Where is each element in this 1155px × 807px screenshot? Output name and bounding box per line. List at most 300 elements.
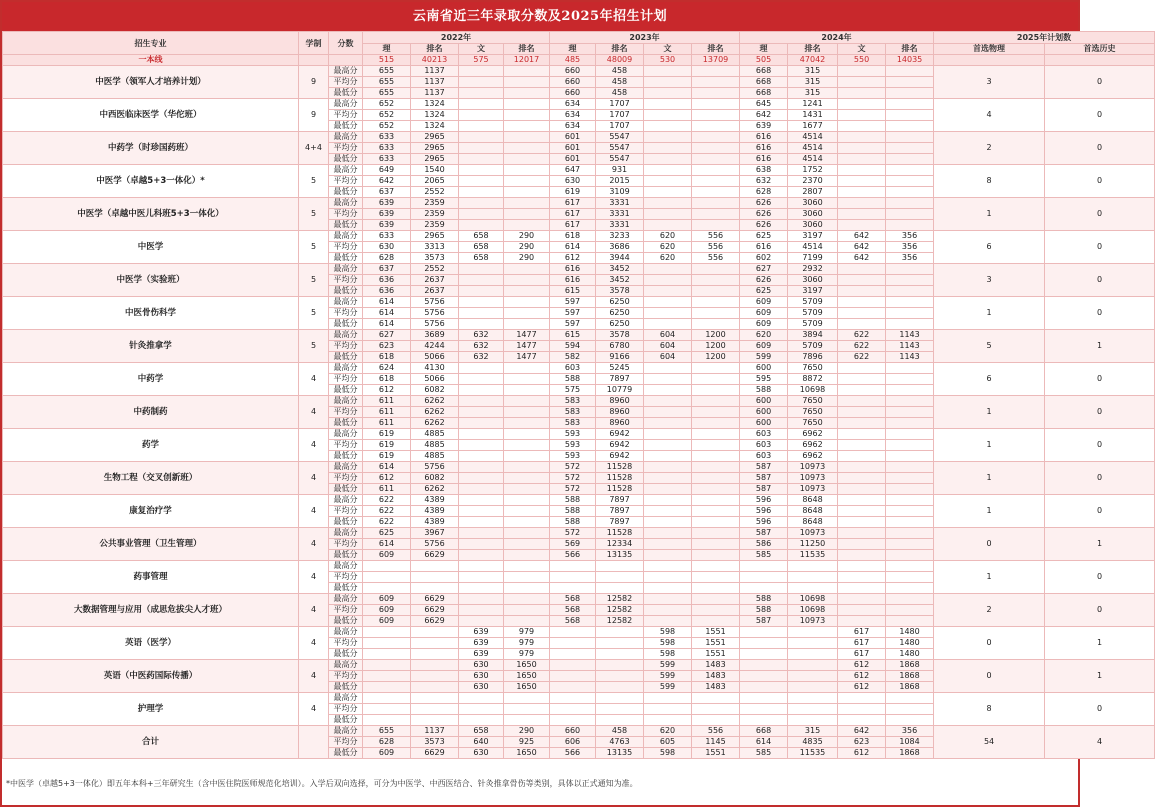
score-cell: 630 bbox=[459, 748, 504, 759]
score-cell bbox=[644, 484, 692, 495]
score-cell bbox=[459, 528, 504, 539]
score-cell bbox=[504, 363, 550, 374]
score-cell: 630 bbox=[459, 660, 504, 671]
yiben-value: 575 bbox=[459, 55, 504, 66]
score-label: 最低分 bbox=[329, 385, 363, 396]
score-cell bbox=[886, 99, 934, 110]
score-cell: 290 bbox=[504, 253, 550, 264]
score-cell bbox=[363, 704, 411, 715]
score-cell: 3060 bbox=[788, 209, 838, 220]
score-label: 平均分 bbox=[329, 176, 363, 187]
score-cell: 612 bbox=[550, 253, 596, 264]
score-cell: 1324 bbox=[411, 99, 459, 110]
score-cell bbox=[504, 462, 550, 473]
score-cell: 660 bbox=[550, 77, 596, 88]
score-cell bbox=[838, 264, 886, 275]
major-duration: 4 bbox=[299, 495, 329, 528]
score-cell: 632 bbox=[740, 176, 788, 187]
score-cell bbox=[886, 572, 934, 583]
major-name: 中药学（时珍国药班） bbox=[3, 132, 299, 165]
score-cell: 4389 bbox=[411, 495, 459, 506]
score-cell: 7897 bbox=[596, 517, 644, 528]
score-cell: 615 bbox=[550, 286, 596, 297]
score-label: 最低分 bbox=[329, 253, 363, 264]
score-cell: 1480 bbox=[886, 627, 934, 638]
score-cell bbox=[788, 583, 838, 594]
score-cell bbox=[459, 693, 504, 704]
score-cell: 1483 bbox=[692, 682, 740, 693]
score-cell: 1868 bbox=[886, 748, 934, 759]
score-cell: 1200 bbox=[692, 341, 740, 352]
total-row bbox=[3, 726, 1155, 737]
score-cell bbox=[459, 605, 504, 616]
plan-physics: 3 bbox=[934, 264, 1045, 297]
score-cell: 668 bbox=[740, 66, 788, 77]
score-cell: 5756 bbox=[411, 297, 459, 308]
header-major: 招生专业 bbox=[3, 32, 299, 55]
score-label: 平均分 bbox=[329, 242, 363, 253]
score-cell: 603 bbox=[740, 429, 788, 440]
score-cell: 596 bbox=[740, 506, 788, 517]
score-cell: 2965 bbox=[411, 132, 459, 143]
score-cell bbox=[692, 616, 740, 627]
score-cell bbox=[644, 88, 692, 99]
score-cell: 625 bbox=[363, 528, 411, 539]
score-cell bbox=[596, 693, 644, 704]
score-cell: 5709 bbox=[788, 297, 838, 308]
score-cell bbox=[692, 462, 740, 473]
score-cell bbox=[692, 484, 740, 495]
score-cell: 593 bbox=[550, 440, 596, 451]
score-cell: 8960 bbox=[596, 396, 644, 407]
score-cell: 2359 bbox=[411, 220, 459, 231]
yiben-value: 515 bbox=[363, 55, 411, 66]
score-cell: 1084 bbox=[886, 737, 934, 748]
score-cell: 639 bbox=[459, 638, 504, 649]
score-cell: 1551 bbox=[692, 748, 740, 759]
score-cell bbox=[644, 407, 692, 418]
score-cell: 1707 bbox=[596, 99, 644, 110]
score-cell: 6629 bbox=[411, 605, 459, 616]
score-cell: 639 bbox=[740, 121, 788, 132]
table-row bbox=[3, 594, 1155, 605]
score-label: 最低分 bbox=[329, 220, 363, 231]
plan-physics: 8 bbox=[934, 693, 1045, 726]
major-duration: 4+4 bbox=[299, 132, 329, 165]
score-cell: 3894 bbox=[788, 330, 838, 341]
score-label: 最高分 bbox=[329, 726, 363, 737]
score-cell: 356 bbox=[886, 726, 934, 737]
score-cell: 600 bbox=[740, 396, 788, 407]
score-cell: 614 bbox=[363, 319, 411, 330]
score-cell: 603 bbox=[550, 363, 596, 374]
plan-physics: 6 bbox=[934, 231, 1045, 264]
score-cell: 639 bbox=[363, 198, 411, 209]
score-cell: 626 bbox=[740, 198, 788, 209]
score-cell bbox=[644, 220, 692, 231]
score-cell: 1477 bbox=[504, 341, 550, 352]
score-cell bbox=[459, 385, 504, 396]
header-year-2024: 2024年 bbox=[740, 32, 934, 44]
score-cell: 623 bbox=[838, 737, 886, 748]
score-cell bbox=[411, 660, 459, 671]
score-cell bbox=[504, 220, 550, 231]
score-cell bbox=[411, 572, 459, 583]
score-cell bbox=[459, 77, 504, 88]
score-cell: 599 bbox=[644, 671, 692, 682]
score-cell: 652 bbox=[363, 99, 411, 110]
score-cell: 2965 bbox=[411, 231, 459, 242]
score-cell: 639 bbox=[363, 209, 411, 220]
score-cell bbox=[504, 506, 550, 517]
score-cell: 633 bbox=[363, 132, 411, 143]
yiben-value: 40213 bbox=[411, 55, 459, 66]
score-label: 最低分 bbox=[329, 616, 363, 627]
score-cell bbox=[886, 143, 934, 154]
table-row bbox=[3, 99, 1155, 110]
score-cell: 290 bbox=[504, 726, 550, 737]
score-cell bbox=[644, 187, 692, 198]
page-title: 云南省近三年录取分数及2025年招生计划 bbox=[2, 2, 1078, 31]
major-name: 药事管理 bbox=[3, 561, 299, 594]
score-cell bbox=[886, 693, 934, 704]
score-label: 最高分 bbox=[329, 99, 363, 110]
score-cell: 652 bbox=[363, 110, 411, 121]
major-duration: 9 bbox=[299, 99, 329, 132]
score-label: 最低分 bbox=[329, 121, 363, 132]
score-label: 最高分 bbox=[329, 231, 363, 242]
score-cell bbox=[363, 638, 411, 649]
yiben-row bbox=[3, 55, 1155, 66]
score-cell: 595 bbox=[740, 374, 788, 385]
score-cell bbox=[550, 671, 596, 682]
header-plan-history: 首选历史 bbox=[1045, 44, 1155, 55]
score-cell: 1324 bbox=[411, 121, 459, 132]
score-cell: 2370 bbox=[788, 176, 838, 187]
score-cell bbox=[838, 110, 886, 121]
score-cell bbox=[644, 385, 692, 396]
score-cell: 668 bbox=[740, 77, 788, 88]
score-cell bbox=[838, 88, 886, 99]
score-cell: 614 bbox=[363, 297, 411, 308]
score-cell: 556 bbox=[692, 242, 740, 253]
score-cell: 588 bbox=[740, 385, 788, 396]
score-cell bbox=[886, 704, 934, 715]
score-cell: 617 bbox=[550, 220, 596, 231]
score-cell: 622 bbox=[363, 517, 411, 528]
score-cell: 2807 bbox=[788, 187, 838, 198]
table-row bbox=[3, 264, 1155, 275]
score-cell bbox=[644, 132, 692, 143]
score-cell: 622 bbox=[838, 352, 886, 363]
score-label: 最高分 bbox=[329, 594, 363, 605]
score-cell: 1137 bbox=[411, 726, 459, 737]
score-cell bbox=[459, 121, 504, 132]
score-cell: 1868 bbox=[886, 660, 934, 671]
score-cell bbox=[838, 583, 886, 594]
score-cell bbox=[838, 209, 886, 220]
score-cell bbox=[459, 594, 504, 605]
score-cell: 13135 bbox=[596, 748, 644, 759]
yiben-value: 47042 bbox=[788, 55, 838, 66]
score-cell: 1868 bbox=[886, 682, 934, 693]
score-cell: 931 bbox=[596, 165, 644, 176]
score-cell: 588 bbox=[550, 506, 596, 517]
score-cell bbox=[692, 693, 740, 704]
score-label: 最低分 bbox=[329, 715, 363, 726]
plan-history: 0 bbox=[1045, 99, 1155, 132]
plan-physics: 1 bbox=[934, 462, 1045, 495]
score-cell: 658 bbox=[459, 726, 504, 737]
score-cell bbox=[644, 297, 692, 308]
score-cell bbox=[459, 308, 504, 319]
score-cell: 609 bbox=[363, 616, 411, 627]
plan-history: 0 bbox=[1045, 693, 1155, 726]
score-cell bbox=[838, 517, 886, 528]
score-cell: 556 bbox=[692, 253, 740, 264]
score-cell: 627 bbox=[363, 330, 411, 341]
score-cell bbox=[838, 495, 886, 506]
score-cell: 620 bbox=[644, 231, 692, 242]
score-cell bbox=[644, 693, 692, 704]
table-row bbox=[3, 660, 1155, 671]
score-cell bbox=[886, 209, 934, 220]
score-cell bbox=[692, 143, 740, 154]
score-cell: 600 bbox=[740, 363, 788, 374]
major-duration: 4 bbox=[299, 660, 329, 693]
score-cell bbox=[504, 121, 550, 132]
score-cell bbox=[692, 165, 740, 176]
score-cell bbox=[411, 704, 459, 715]
score-cell: 597 bbox=[550, 297, 596, 308]
score-cell bbox=[459, 154, 504, 165]
score-cell bbox=[838, 121, 886, 132]
score-label: 平均分 bbox=[329, 506, 363, 517]
score-cell bbox=[644, 495, 692, 506]
score-cell: 587 bbox=[740, 616, 788, 627]
major-name: 针灸推拿学 bbox=[3, 330, 299, 363]
table-row bbox=[3, 627, 1155, 638]
score-cell bbox=[644, 363, 692, 374]
score-cell: 583 bbox=[550, 396, 596, 407]
score-label: 平均分 bbox=[329, 407, 363, 418]
score-cell bbox=[886, 385, 934, 396]
score-cell: 614 bbox=[550, 242, 596, 253]
score-cell: 3452 bbox=[596, 275, 644, 286]
score-cell bbox=[692, 451, 740, 462]
score-cell: 632 bbox=[459, 341, 504, 352]
score-cell bbox=[886, 77, 934, 88]
score-cell bbox=[838, 319, 886, 330]
score-cell: 588 bbox=[740, 594, 788, 605]
major-name: 中医学（实验班） bbox=[3, 264, 299, 297]
score-label: 平均分 bbox=[329, 77, 363, 88]
score-cell: 5066 bbox=[411, 374, 459, 385]
score-cell: 3197 bbox=[788, 286, 838, 297]
score-cell: 614 bbox=[363, 308, 411, 319]
score-cell bbox=[692, 418, 740, 429]
score-cell: 639 bbox=[459, 649, 504, 660]
score-cell: 622 bbox=[838, 341, 886, 352]
score-cell: 568 bbox=[550, 616, 596, 627]
score-cell: 625 bbox=[740, 231, 788, 242]
score-cell bbox=[692, 583, 740, 594]
score-cell bbox=[838, 715, 886, 726]
score-cell: 616 bbox=[740, 143, 788, 154]
score-cell: 7650 bbox=[788, 418, 838, 429]
score-label: 平均分 bbox=[329, 572, 363, 583]
score-cell: 979 bbox=[504, 638, 550, 649]
score-label: 最低分 bbox=[329, 550, 363, 561]
score-cell bbox=[459, 704, 504, 715]
score-cell bbox=[644, 605, 692, 616]
score-cell bbox=[644, 561, 692, 572]
score-cell bbox=[504, 517, 550, 528]
table-row bbox=[3, 495, 1155, 506]
score-cell bbox=[644, 308, 692, 319]
score-cell: 3060 bbox=[788, 198, 838, 209]
score-cell bbox=[740, 638, 788, 649]
score-cell: 1200 bbox=[692, 352, 740, 363]
score-cell bbox=[459, 506, 504, 517]
score-cell: 4885 bbox=[411, 451, 459, 462]
score-cell bbox=[740, 649, 788, 660]
header-sub: 理 bbox=[740, 44, 788, 55]
major-duration: 4 bbox=[299, 594, 329, 627]
score-cell bbox=[838, 220, 886, 231]
major-duration: 5 bbox=[299, 297, 329, 330]
score-cell bbox=[838, 704, 886, 715]
score-cell: 2359 bbox=[411, 198, 459, 209]
table-row bbox=[3, 693, 1155, 704]
score-cell: 655 bbox=[363, 88, 411, 99]
score-label: 平均分 bbox=[329, 638, 363, 649]
score-cell: 11535 bbox=[788, 550, 838, 561]
score-cell: 649 bbox=[363, 165, 411, 176]
yiben-value: 505 bbox=[740, 55, 788, 66]
plan-history: 0 bbox=[1045, 264, 1155, 297]
score-cell bbox=[504, 451, 550, 462]
score-cell: 655 bbox=[363, 66, 411, 77]
score-cell: 575 bbox=[550, 385, 596, 396]
score-cell: 616 bbox=[740, 154, 788, 165]
score-cell bbox=[596, 583, 644, 594]
score-cell bbox=[692, 374, 740, 385]
major-duration bbox=[299, 726, 329, 759]
score-cell bbox=[838, 363, 886, 374]
major-name: 中医学（卓越中医儿科班5+3一体化） bbox=[3, 198, 299, 231]
score-cell: 645 bbox=[740, 99, 788, 110]
score-cell: 615 bbox=[550, 330, 596, 341]
score-label: 最低分 bbox=[329, 451, 363, 462]
plan-history: 0 bbox=[1045, 396, 1155, 429]
yiben-value: 48009 bbox=[596, 55, 644, 66]
score-cell: 594 bbox=[550, 341, 596, 352]
score-cell: 572 bbox=[550, 528, 596, 539]
score-cell bbox=[550, 715, 596, 726]
score-cell bbox=[596, 572, 644, 583]
score-cell bbox=[504, 583, 550, 594]
plan-history: 0 bbox=[1045, 561, 1155, 594]
score-cell: 3578 bbox=[596, 286, 644, 297]
score-cell: 10973 bbox=[788, 484, 838, 495]
score-cell bbox=[459, 220, 504, 231]
score-label: 最高分 bbox=[329, 264, 363, 275]
score-cell: 4885 bbox=[411, 429, 459, 440]
score-cell bbox=[838, 77, 886, 88]
score-cell bbox=[459, 110, 504, 121]
score-cell: 356 bbox=[886, 231, 934, 242]
score-cell bbox=[504, 440, 550, 451]
score-cell: 597 bbox=[550, 319, 596, 330]
score-cell bbox=[838, 407, 886, 418]
table-row bbox=[3, 231, 1155, 242]
score-cell bbox=[596, 561, 644, 572]
score-label: 平均分 bbox=[329, 704, 363, 715]
score-cell: 652 bbox=[363, 121, 411, 132]
score-cell bbox=[838, 451, 886, 462]
score-cell: 5066 bbox=[411, 352, 459, 363]
score-cell bbox=[886, 88, 934, 99]
score-cell bbox=[504, 319, 550, 330]
score-cell: 5547 bbox=[596, 143, 644, 154]
score-cell bbox=[504, 704, 550, 715]
score-cell bbox=[504, 77, 550, 88]
score-cell bbox=[550, 660, 596, 671]
score-cell bbox=[411, 715, 459, 726]
score-cell bbox=[459, 616, 504, 627]
score-cell bbox=[886, 528, 934, 539]
score-cell: 583 bbox=[550, 418, 596, 429]
score-cell bbox=[838, 528, 886, 539]
score-cell: 628 bbox=[740, 187, 788, 198]
score-cell: 11250 bbox=[788, 539, 838, 550]
plan-history: 4 bbox=[1045, 726, 1155, 759]
score-cell bbox=[692, 264, 740, 275]
score-cell bbox=[886, 539, 934, 550]
score-cell bbox=[644, 154, 692, 165]
score-cell: 642 bbox=[838, 253, 886, 264]
header-plan-physics: 首选物理 bbox=[934, 44, 1045, 55]
score-cell bbox=[838, 484, 886, 495]
score-cell: 979 bbox=[504, 627, 550, 638]
score-cell bbox=[596, 627, 644, 638]
score-cell: 8960 bbox=[596, 407, 644, 418]
score-cell bbox=[692, 440, 740, 451]
score-cell bbox=[363, 649, 411, 660]
score-cell: 633 bbox=[363, 231, 411, 242]
score-cell bbox=[692, 550, 740, 561]
score-cell: 569 bbox=[550, 539, 596, 550]
score-cell: 4130 bbox=[411, 363, 459, 374]
score-cell: 626 bbox=[740, 220, 788, 231]
score-label: 最高分 bbox=[329, 429, 363, 440]
score-cell: 630 bbox=[459, 682, 504, 693]
score-cell bbox=[504, 165, 550, 176]
score-cell bbox=[692, 154, 740, 165]
score-label: 最低分 bbox=[329, 682, 363, 693]
score-cell: 572 bbox=[550, 473, 596, 484]
score-cell bbox=[644, 264, 692, 275]
header-duration: 学制 bbox=[299, 32, 329, 55]
score-cell bbox=[644, 121, 692, 132]
score-cell bbox=[692, 121, 740, 132]
score-cell: 611 bbox=[363, 484, 411, 495]
score-cell: 642 bbox=[740, 110, 788, 121]
score-cell: 640 bbox=[459, 737, 504, 748]
score-cell bbox=[692, 363, 740, 374]
score-label: 平均分 bbox=[329, 110, 363, 121]
